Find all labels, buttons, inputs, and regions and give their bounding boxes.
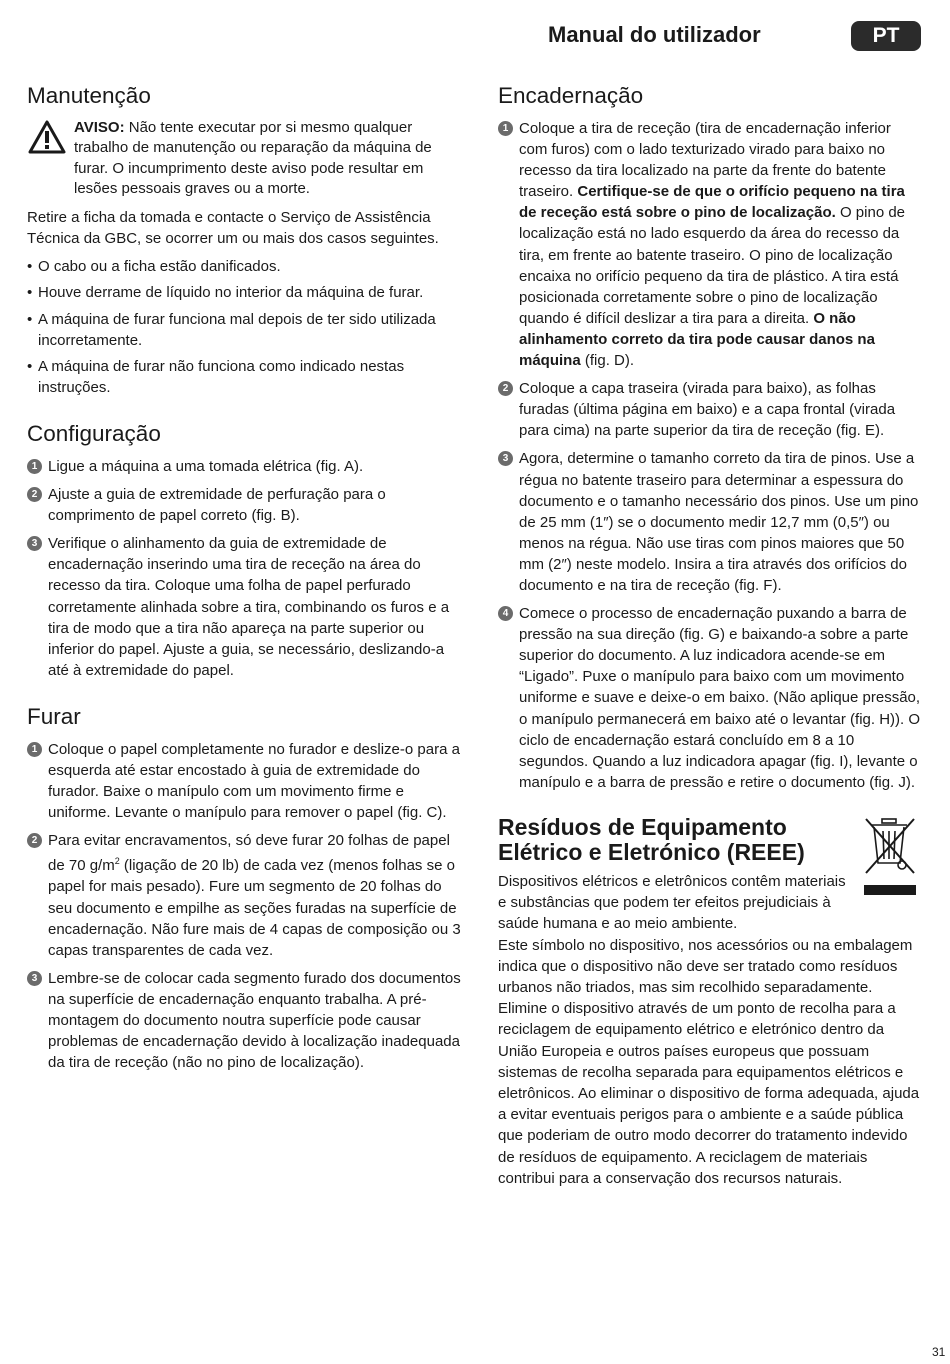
step-text: Coloque o papel completamente no furador e deslize-o para a esquerda até estar encostado à guia de extremidade do furador. Baixe o manípulo com um movimento firme e uniforme. Levante o manípulo para remover o papel (fig. C).	[48, 740, 460, 822]
step-number-badge: 4	[498, 606, 513, 621]
step-text: Agora, determine o tamanho correto da tira de pinos. Use a régua no batente traseiro para determinar a espessura do documento e o tamanho necessário dos pinos. Use um pino de 25 mm (1″) se o documento medir 12,7 mm (0,5″) ou menos na régua. Não use tiras com pinos maiores que 50 mm (2″) neste modelo. Insira a tira através dos orifícios do documento e na tira de receção (fig. F).	[519, 450, 919, 594]
punching-heading: Furar	[27, 703, 81, 729]
step-text-bold: Certifique-se de que o orifício pequeno na tira de receção está sobre o pino de localização.	[519, 183, 905, 222]
step-text: Ligue a máquina a uma tomada elétrica (fig. A).	[48, 457, 364, 475]
list-item: • Houve derrame de líquido no interior da máquina de furar.	[27, 282, 469, 303]
step-item	[498, 118, 922, 371]
step-item	[498, 378, 922, 441]
step-number-badge: 1	[27, 459, 42, 474]
step-text: Coloque a tira de receção (tira de encadernação inferior com furos) com o lado texturizado virado para baixo no recesso da tira localizado na parte da frente do batente traseiro.	[519, 120, 891, 201]
list-item: • O cabo ou a ficha estão danificados.	[27, 256, 469, 277]
step-text: O pino de localização está no lado esquerdo da área do recesso da tira, em frente ao batente traseiro. O pino de localização encaixa no orifício pequeno da tira de plástico. A tira está posicionada corretamente sobre o pino de localização quando é difícil deslizar a tira para a direita.	[519, 204, 906, 327]
setup-steps	[27, 456, 469, 681]
punching-steps	[27, 739, 469, 1073]
weee-header	[498, 815, 922, 865]
step-number-badge: 2	[27, 833, 42, 848]
weee-body	[498, 871, 922, 1189]
step-number-badge: 2	[498, 381, 513, 396]
step-text-bold: O não alinhamento correto da tira pode causar danos na máquina	[519, 309, 875, 370]
maintenance-heading: Manutenção	[27, 83, 151, 108]
maintenance-bullets	[27, 256, 469, 398]
page-number: 31	[932, 1345, 946, 1359]
maintenance-intro: Retire a ficha da tomada e contacte o Serviço de Assistência Técnica da GBC, se ocorrer um ou mais dos casos seguintes.	[27, 209, 439, 248]
warning-box	[27, 118, 469, 199]
step-number-badge: 3	[27, 971, 42, 986]
step-number-badge: 3	[27, 536, 42, 551]
step-number-badge: 3	[498, 451, 513, 466]
list-item: • A máquina de furar funciona mal depois de ter sido utilizada incorretamente.	[27, 309, 469, 351]
step-item	[27, 484, 469, 526]
manual-title: Manual do utilizador	[548, 22, 761, 47]
step-item	[498, 603, 922, 793]
binding-heading: Encadernação	[498, 83, 644, 108]
weee-paragraph: Este símbolo no dispositivo, nos acessórios ou na embalagem indica que o dispositivo não deve ser tratado como resíduos urbanos não triados, mas sim recolhido separadamente. Elimine o dispositivo através de um ponto de recolha para a reciclagem de equipamento elétrico e eletrónico dentro da União Europeia e outros países europeus que possuam sistemas de recolha separada para equipamentos elétricos e eletrônicos. Ao eliminar o dispositivo de forma adequada, ajuda a evitar eventuais perigos para o ambiente e a saúde pública que poderiam de outro modo decorrer do tratamento indevido de resíduos de equipamento. A reciclagem de materiais contribui para a conservação dos recursos naturais.	[498, 936, 920, 1187]
step-text: Lembre-se de colocar cada segmento furado dos documentos na superfície de encadernação enquanto trabalha. A pré-montagem do documento noutra superfície pode causar problemas de encadernação devido à localização inadequada da tira de receção (não no pino de localização).	[48, 969, 461, 1072]
step-number-badge: 1	[498, 121, 513, 136]
warning-triangle-icon	[28, 120, 66, 154]
step-text: (ligação de 20 lb) de cada vez (menos folhas se o papel for mais pesado). Fure um segmento de 20 folhas do seu documento e empilhe as seções furadas na superfície de encadernação. Não fure mais de 4 capas de composição ou 3 capas transparentes de cada vez.	[48, 857, 461, 959]
step-item	[498, 448, 922, 596]
step-item	[27, 739, 469, 823]
warning-label: AVISO:	[74, 119, 125, 136]
step-text: Comece o processo de encadernação puxando a barra de pressão na sua direção (fig. G) e baixando-a sobre a parte superior do documento. A luz indicadora acende-se em “Ligado”. Puxe o manípulo para baixo com um movimento uniforme e suave e deixe-o em baixo. (Não aplique pressão, o manípulo permanecerá em baixo até o levantar (fig. H)). O ciclo de encadernação estará concluído em 8 a 10 segundos. Quando a luz indicadora apagar (fig. I), levante o manípulo e a barra de pressão e retire o documento (fig. J).	[519, 605, 921, 791]
step-number-badge: 1	[27, 742, 42, 757]
punching-section	[27, 703, 469, 1073]
step-item	[27, 456, 469, 477]
list-item: • A máquina de furar não funciona como indicado nestas instruções.	[27, 356, 469, 398]
warning-text: Não tente executar por si mesmo qualquer trabalho de manutenção ou reparação da máquina de furar. O incumprimento deste aviso pode resultar em lesões pessoais graves ou a morte.	[74, 119, 432, 197]
step-item	[27, 830, 469, 961]
step-text: Coloque a capa traseira (virada para baixo), as folhas furadas (última página em baixo) e a capa frontal (virada para cima) na parte superior da tira de receção (fig. E).	[519, 380, 896, 440]
binding-section	[498, 82, 922, 793]
step-item	[27, 968, 469, 1073]
weee-section	[498, 815, 922, 1189]
superscript: 2	[114, 856, 120, 867]
step-text: Ajuste a guia de extremidade de perfuração para o comprimento de papel correto (fig. B).	[48, 486, 386, 525]
setup-heading: Configuração	[27, 420, 161, 446]
left-column	[27, 82, 469, 1095]
crossed-bin-icon	[862, 815, 918, 897]
setup-section	[27, 420, 469, 681]
step-number-badge: 2	[27, 487, 42, 502]
maintenance-section	[27, 82, 469, 398]
step-item	[27, 533, 469, 681]
step-text: Verifique o alinhamento da guia de extremidade de encadernação inserindo uma tira de receção na área do recesso da tira. Coloque uma folha de papel perfurado corretamente alinhada sobre a tira, combinando os furos e a tira de modo que a tira não apareça na parte superior ou inferior do papel. Ajuste a guia, se necessário, deslizando-a até à extremidade do papel.	[48, 535, 450, 679]
right-column	[498, 82, 922, 1211]
language-badge: PT	[851, 21, 921, 51]
binding-steps	[498, 118, 922, 793]
weee-heading: Resíduos de Equipamento Elétrico e Eletrónico (REEE)	[498, 813, 805, 865]
step-text: Para evitar encravamentos, só deve furar 20 folhas de papel de 70 g/m	[48, 832, 450, 875]
step-text: (fig. D).	[580, 352, 635, 370]
weee-intro: Dispositivos elétricos e eletrônicos contêm materiais e substâncias que podem ter efeitos prejudiciais à saúde humana e ao meio ambiente.	[498, 872, 846, 933]
